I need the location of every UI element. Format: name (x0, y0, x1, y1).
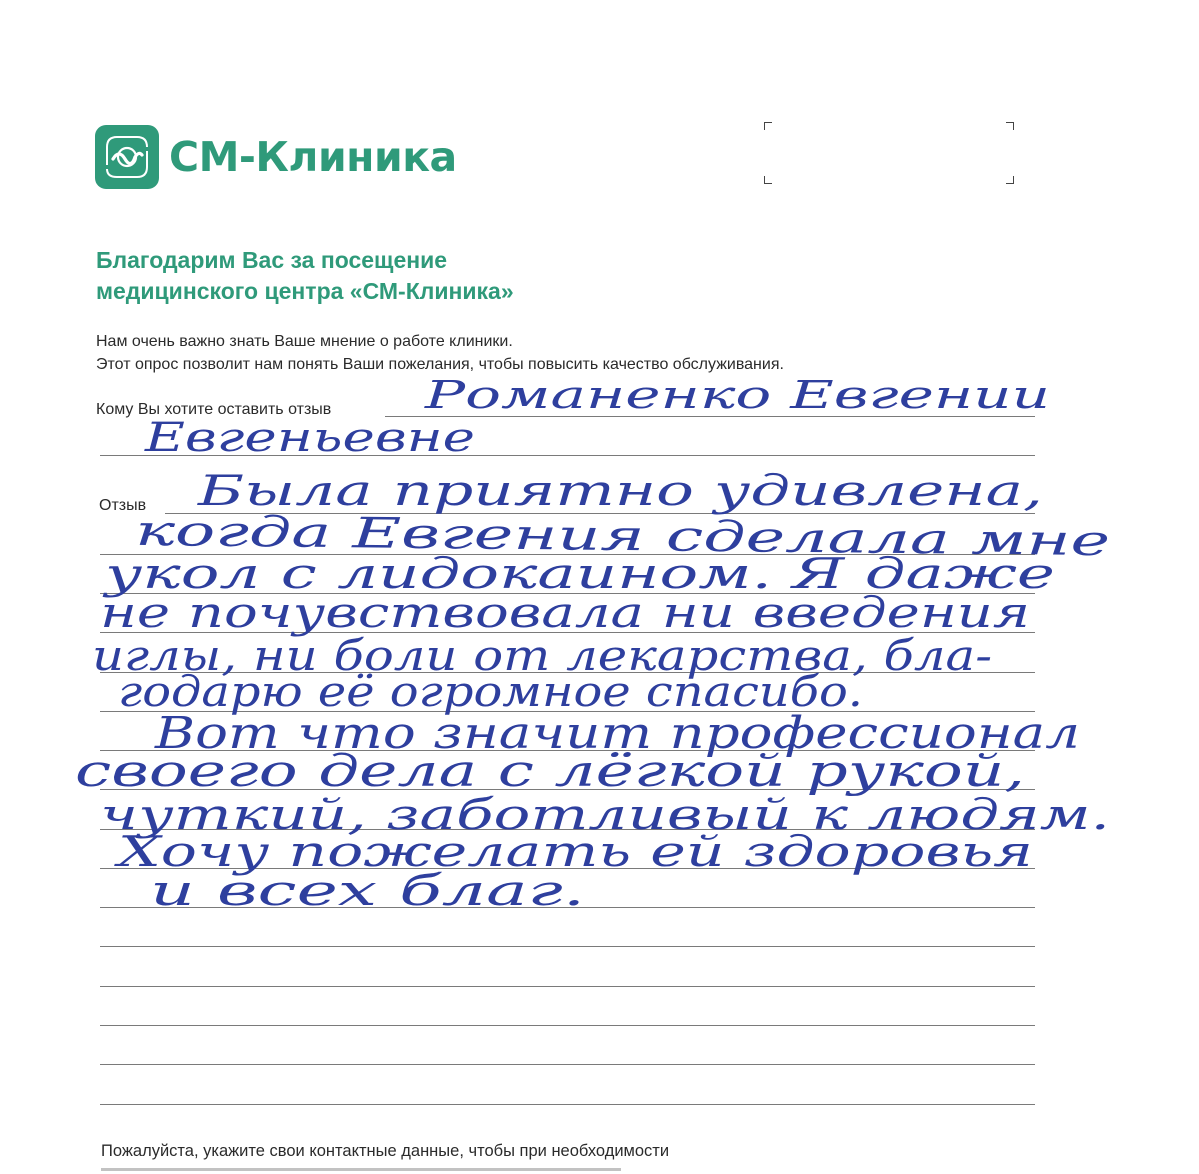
review-handwriting-line: чуткий, заботливый к людям. (100, 790, 1110, 839)
review-handwriting-line: Вот что значит профессионал (153, 708, 1080, 759)
form-line (100, 789, 1035, 790)
form-line (100, 1104, 1035, 1105)
recipient-handwriting-line-1: Романенко Евгении (423, 373, 1050, 417)
form-line (100, 593, 1035, 594)
review-handwriting-line: Хочу пожелать ей здоровья (113, 827, 1034, 876)
recipient-handwriting-line-2: Евгеньевне (143, 415, 475, 461)
intro-line-2: Этот опрос позволит нам понять Ваши пожелания, чтобы повысить качество обслуживания. (96, 356, 784, 373)
contact-instructions: Пожалуйста, укажите свои контактные данные, чтобы при необходимости (101, 1142, 670, 1160)
intro-line-1: Нам очень важно знать Ваше мнение о работе клиники. (96, 333, 513, 350)
thanks-line-2: медицинского центра «СМ-Клиника» (96, 278, 514, 304)
form-line (385, 416, 1035, 417)
form-line (100, 672, 1035, 673)
form-line (100, 986, 1035, 987)
form-line (100, 750, 1035, 751)
form-line (100, 1064, 1035, 1065)
review-handwriting-line: не почувствовала ни введения (100, 588, 1030, 637)
snake-caduceus-icon (95, 125, 159, 189)
form-line (100, 829, 1035, 830)
thanks-line-1: Благодарим Вас за посещение (96, 247, 448, 273)
thanks-heading (96, 245, 514, 307)
review-handwriting-line: укол с лидокаином. Я даже (101, 549, 1055, 598)
form-line (100, 554, 1035, 555)
form-line (100, 907, 1035, 908)
recipient-label: Кому Вы хотите оставить отзыв (96, 401, 332, 418)
review-handwriting-line: и всех благ. (150, 866, 585, 915)
form-line (165, 513, 1035, 514)
form-line (100, 868, 1035, 869)
form-line (100, 455, 1035, 456)
review-handwriting-line: когда Евгения сделала мне (134, 505, 749, 562)
form-line (100, 1025, 1035, 1026)
review-label: Отзыв (99, 497, 147, 514)
review-handwriting-line: своего дела с лёгкой рукой, (75, 746, 1025, 797)
review-handwriting-line: годарю её огромное спасибо. (118, 667, 863, 716)
clinic-logo (95, 125, 457, 189)
form-line (100, 632, 1035, 633)
intro-text (96, 330, 784, 376)
stamp-area (764, 122, 1014, 184)
logo-text: СМ-Клиника (169, 133, 457, 181)
form-line (100, 711, 1035, 712)
form-line (100, 946, 1035, 947)
review-handwriting-line: Была приятно удивлена, (196, 466, 1043, 515)
review-handwriting-line: иглы, ни боли от лекарства, бла- (92, 631, 992, 680)
